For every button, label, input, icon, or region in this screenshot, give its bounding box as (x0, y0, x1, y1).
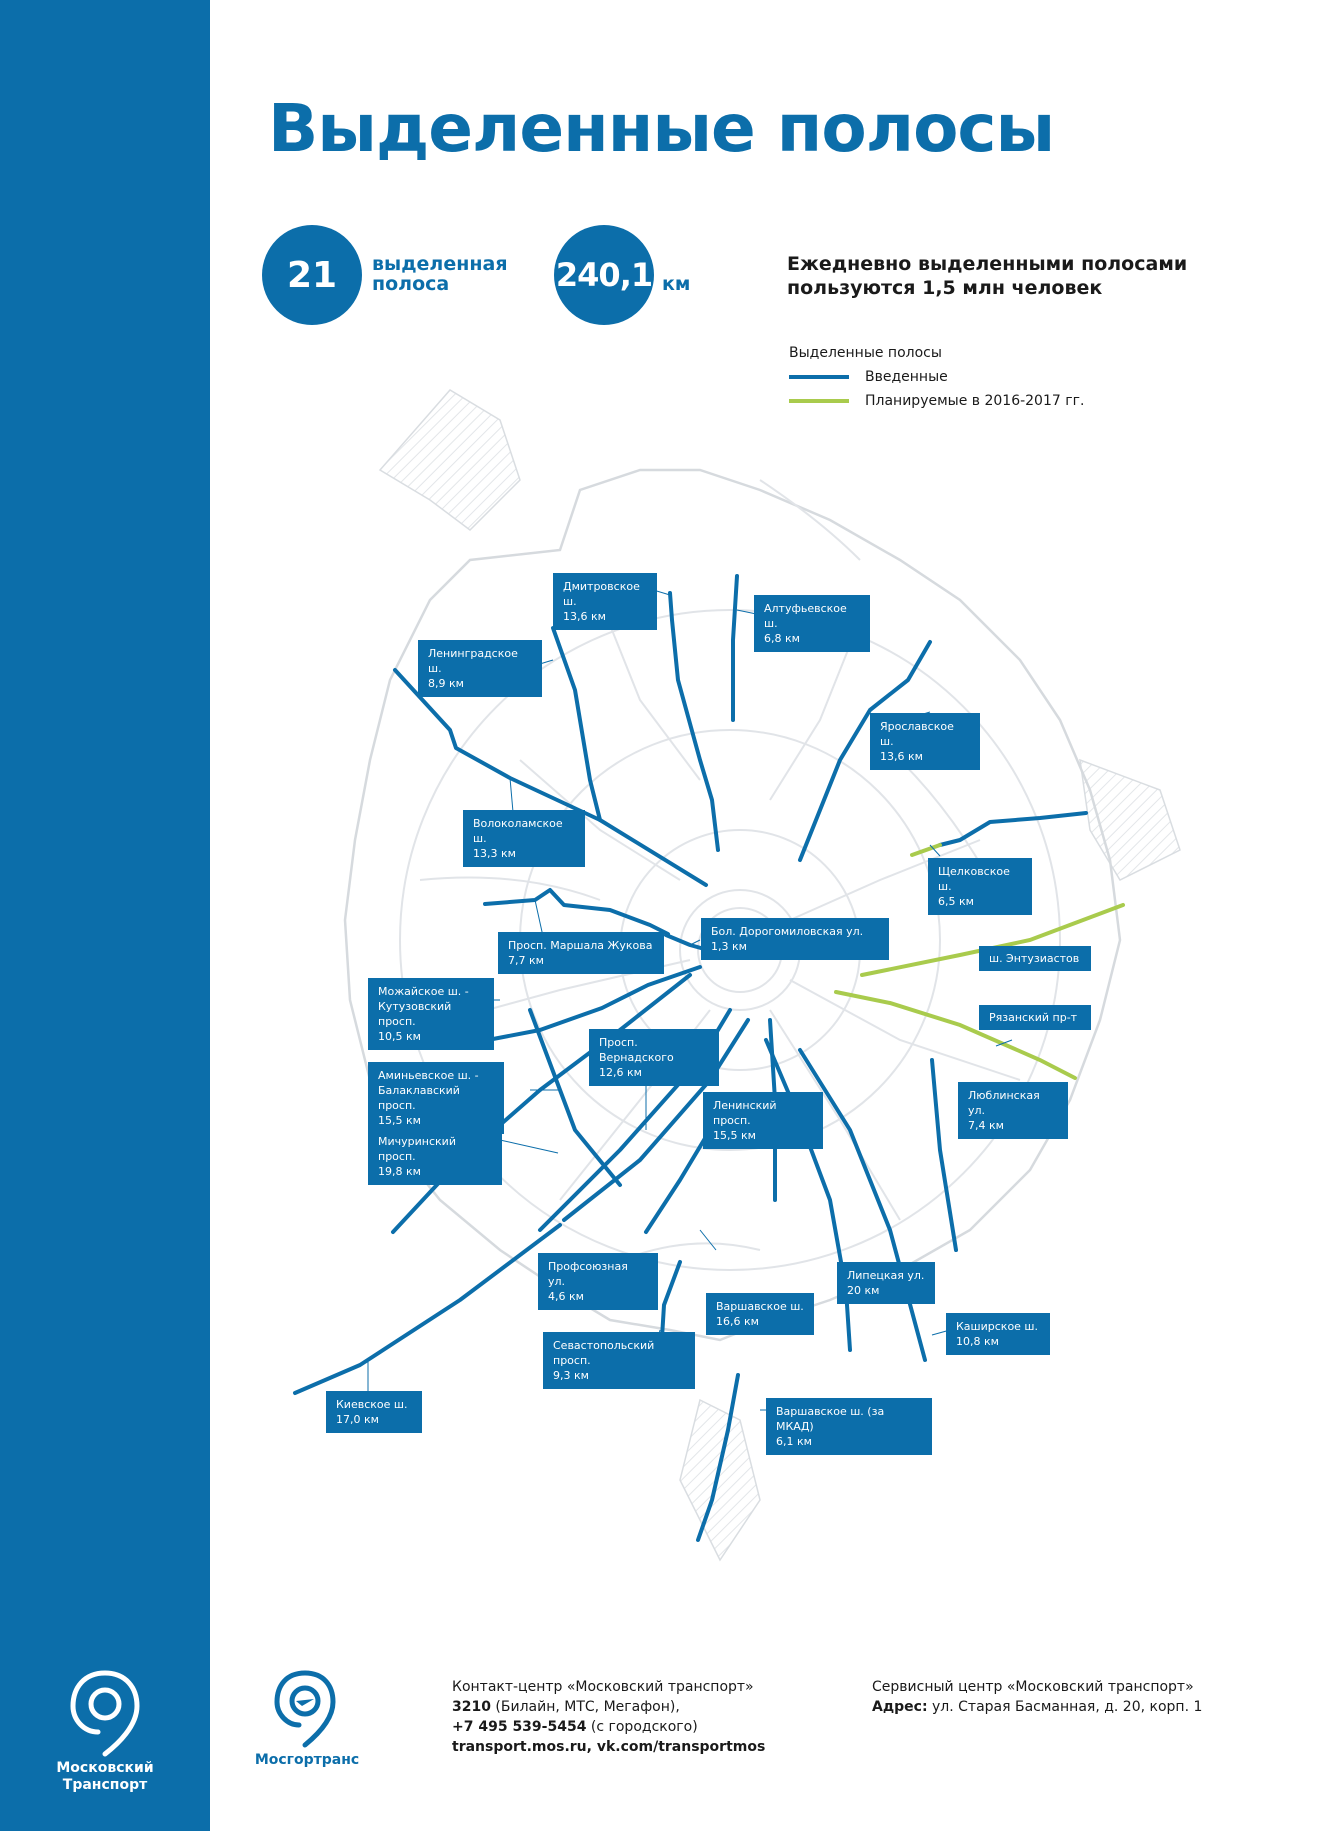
lane-name: Просп. Маршала Жукова (508, 939, 653, 952)
lane-length: 7,7 км (508, 954, 544, 967)
lanes-count-label-line2: полоса (372, 273, 450, 295)
lane-name: Просп. Вернадского (599, 1036, 674, 1064)
headline-line1: Ежедневно выделенными полосами (787, 253, 1188, 275)
lane-line-kievskoe (295, 1225, 560, 1393)
lane-line-schelkovskoe (940, 813, 1086, 845)
lane-label-sevastopolsky (543, 1332, 695, 1389)
contact-short-note: (Билайн, МТС, Мегафон), (490, 1699, 680, 1715)
lane-label-yaroslavskoe (870, 713, 980, 770)
lane-label-schelkovskoe (928, 858, 1032, 915)
lane-name: Бол. Дорогомиловская ул. (711, 925, 864, 938)
contact-web-links[interactable]: transport.mos.ru, vk.com/transportmos (452, 1739, 766, 1755)
lane-label-vernadskogo (589, 1029, 719, 1086)
lane-length: 16,6 км (716, 1315, 759, 1328)
contact-phone-line (452, 1717, 765, 1737)
planned-name: Рязанский пр-т (989, 1011, 1078, 1024)
lane-label-dorogomilovskaya (701, 918, 889, 960)
lane-length: 20 км (847, 1284, 880, 1297)
lane-name: Варшавское ш. (716, 1300, 804, 1313)
lane-name: Алтуфьевское ш. (764, 602, 847, 630)
lane-length: 4,6 км (548, 1290, 584, 1303)
lane-label-leningradskoe (418, 640, 542, 697)
logo-text-line1: Московский (56, 1760, 154, 1776)
moscow-transport-logo-text (52, 1760, 158, 1794)
lanes-count-label-line1: выделенная (372, 253, 508, 275)
lane-name: Варшавское ш. (за МКАД) (776, 1405, 885, 1433)
planned-line-schelkovskoe-ext (912, 845, 940, 855)
lane-name: Ленинградское ш. (428, 647, 518, 675)
moscow-map (240, 370, 1280, 1570)
lanes-count-badge (262, 225, 362, 325)
lane-label-altufievskoe (754, 595, 870, 652)
legend-label-planned: Планируемые в 2016-2017 гг. (865, 393, 1085, 409)
lane-length: 15,5 км (378, 1114, 421, 1127)
planned-label-entuziastov (979, 946, 1091, 971)
lane-name: Ленинский просп. (713, 1099, 777, 1127)
lane-length: 13,3 км (473, 847, 516, 860)
length-value: 240,1 (555, 256, 653, 294)
mosgortrans-logo-text: Мосгортранс (254, 1752, 360, 1768)
lane-label-volokolamskoe (463, 810, 585, 867)
planned-name: ш. Энтузиастов (989, 952, 1080, 965)
lane-length: 13,6 км (563, 610, 606, 623)
lane-label-varshavskoe-mkad (766, 1398, 932, 1455)
lane-name: Киевское ш. (336, 1398, 408, 1411)
contact-title: Контакт-центр «Московский транспорт» (452, 1679, 754, 1695)
moscow-transport-logo-icon (68, 1668, 142, 1758)
length-badge (554, 225, 654, 325)
lane-label-kashirskoe (946, 1313, 1050, 1355)
lane-length: 6,8 км (764, 632, 800, 645)
contact-short-line (452, 1697, 765, 1717)
lane-length: 13,6 км (880, 750, 923, 763)
lane-label-profsoyuznaya (538, 1253, 658, 1310)
length-unit: км (662, 273, 691, 295)
lane-length: 12,6 км (599, 1066, 642, 1079)
service-address-label: Адрес: (872, 1699, 928, 1715)
contact-web-line (452, 1737, 765, 1757)
contact-phone-note: (с городского) (586, 1719, 698, 1735)
lane-line-altufievskoe (733, 576, 737, 720)
service-center-info (872, 1677, 1202, 1717)
lane-length: 17,0 км (336, 1413, 379, 1426)
lane-name: Можайское ш. - (378, 985, 469, 998)
daily-usage-headline (787, 252, 1207, 300)
lane-label-aminievskoe (368, 1062, 504, 1134)
lane-name: Севастопольский просп. (553, 1339, 655, 1367)
headline-line2: пользуются 1,5 млн человек (787, 277, 1103, 299)
lane-name-line2: Балаклавский просп. (378, 1084, 460, 1112)
map-outline (345, 390, 1180, 1560)
page-title: Выделенные полосы (268, 90, 1055, 167)
contact-center-info (452, 1677, 765, 1757)
mosgortrans-logo-icon (272, 1668, 338, 1750)
lane-length: 15,5 км (713, 1129, 756, 1142)
lane-name: Щелковское ш. (938, 865, 1010, 893)
lane-length: 1,3 км (711, 940, 747, 953)
lane-length: 19,8 км (378, 1165, 421, 1178)
legend-title: Выделенные полосы (789, 345, 942, 361)
lane-line-zhukova (485, 890, 668, 934)
lane-label-lublinskaya (958, 1082, 1068, 1139)
lane-label-mozhaiskoe (368, 978, 494, 1050)
lane-line-lublinskaya (932, 1060, 956, 1250)
lane-length: 6,1 км (776, 1435, 812, 1448)
logo-text-line2: Транспорт (62, 1777, 148, 1793)
brand-sidebar (0, 0, 210, 1831)
lane-name: Аминьевское ш. - (378, 1069, 479, 1082)
lane-name: Мичуринский просп. (378, 1135, 456, 1163)
service-address: ул. Старая Басманная, д. 20, корп. 1 (927, 1699, 1203, 1715)
lane-label-lipetskaya (837, 1262, 935, 1304)
contact-phone[interactable]: +7 495 539-5454 (452, 1719, 587, 1735)
lane-length: 8,9 км (428, 677, 464, 690)
lane-label-leninsky (703, 1092, 823, 1149)
legend-label-introduced: Введенные (865, 369, 948, 385)
lane-label-kievskoe (326, 1391, 422, 1433)
lane-label-dmitrovskoe (553, 573, 657, 630)
service-title: Сервисный центр «Московский транспорт» (872, 1679, 1194, 1695)
planned-label-ryazansky (979, 1005, 1091, 1030)
lanes-count-value: 21 (286, 254, 338, 296)
lane-name: Липецкая ул. (847, 1269, 925, 1282)
lane-name: Люблинская ул. (968, 1089, 1040, 1117)
lane-name: Каширское ш. (956, 1320, 1038, 1333)
lane-label-michurinskoe (368, 1128, 502, 1185)
lanes-count-label (372, 254, 508, 294)
lane-name: Дмитровское ш. (563, 580, 640, 608)
contact-short-number: 3210 (452, 1699, 491, 1715)
lane-length: 7,4 км (968, 1119, 1004, 1132)
lane-name: Ярославское ш. (880, 720, 954, 748)
lane-length: 10,8 км (956, 1335, 999, 1348)
lane-length: 6,5 км (938, 895, 974, 908)
service-address-line (872, 1697, 1202, 1717)
lane-name: Профсоюзная ул. (548, 1260, 628, 1288)
lane-line-dmitrovskoe (670, 593, 718, 850)
lane-name-line2: Кутузовский просп. (378, 1000, 452, 1028)
lane-length: 10,5 км (378, 1030, 421, 1043)
lane-label-varshavskoe (706, 1293, 814, 1335)
lane-length: 9,3 км (553, 1369, 589, 1382)
lane-name: Волоколамское ш. (473, 817, 563, 845)
lane-label-zhukova (498, 932, 664, 974)
